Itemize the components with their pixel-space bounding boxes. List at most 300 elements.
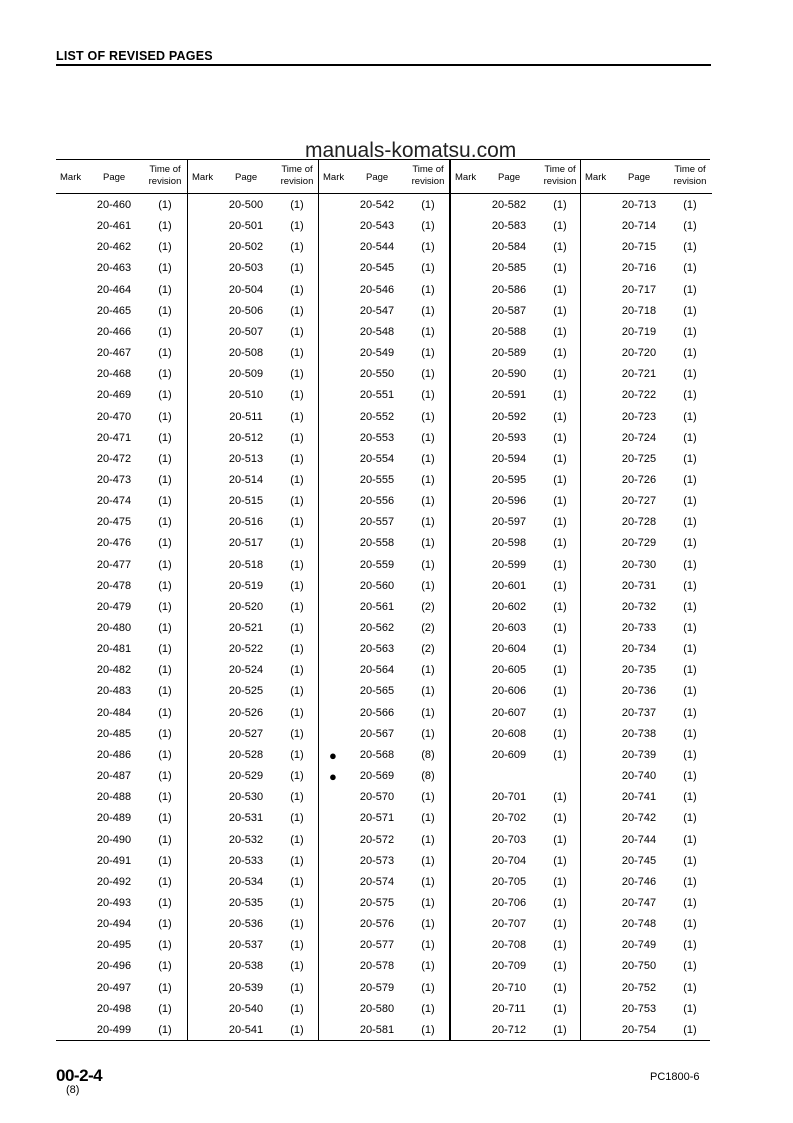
table-row (188, 344, 319, 365)
table-row (319, 873, 450, 894)
revision-cell: (1) (683, 600, 697, 613)
revision-cell: (1) (290, 431, 304, 444)
page-cell: 20-520 (228, 600, 264, 613)
table-header (581, 160, 712, 194)
table-row (581, 598, 712, 619)
table-row (319, 767, 450, 788)
table-row (581, 1021, 712, 1042)
table-row (319, 979, 450, 1000)
revision-cell: (1) (290, 473, 304, 486)
page-cell: 20-514 (228, 473, 264, 486)
page-cell: 20-535 (228, 896, 264, 909)
table-row (581, 556, 712, 577)
revision-cell: (1) (421, 262, 435, 275)
page-cell: 20-530 (228, 791, 264, 804)
table-row (581, 534, 712, 555)
page-cell: 20-567 (359, 727, 395, 740)
revision-cell: (1) (158, 347, 172, 360)
header-time-line2: revision (148, 176, 182, 187)
table-row (56, 408, 187, 429)
table-row (451, 450, 582, 471)
header-time-line1: Time of (412, 164, 444, 175)
table-row (188, 429, 319, 450)
revision-cell: (1) (683, 262, 697, 275)
column-group (580, 160, 712, 1040)
page-cell: 20-705 (491, 875, 527, 888)
page-cell: 20-555 (359, 473, 395, 486)
table-row (56, 619, 187, 640)
page-cell: 20-488 (96, 791, 132, 804)
page-cell: 20-726 (621, 473, 657, 486)
page-cell: 20-471 (96, 431, 132, 444)
page-cell: 20-546 (359, 283, 395, 296)
revision-cell: (8) (421, 748, 435, 761)
page-cell: 20-486 (96, 748, 132, 761)
header-time-line2: revision (411, 176, 445, 187)
page-cell: 20-710 (491, 981, 527, 994)
revision-cell: (1) (158, 283, 172, 296)
table-row (319, 534, 450, 555)
revision-cell: (1) (158, 854, 172, 867)
page-cell: 20-747 (621, 896, 657, 909)
revision-cell: (1) (158, 833, 172, 846)
header-page: Page (103, 172, 126, 183)
table-row (188, 704, 319, 725)
revision-cell: (1) (158, 558, 172, 571)
page-cell: 20-716 (621, 262, 657, 275)
table-row (451, 746, 582, 767)
revision-cell: (1) (683, 325, 697, 338)
page-cell: 20-588 (491, 325, 527, 338)
table-row (451, 957, 582, 978)
table-row (319, 915, 450, 936)
revision-cell: (1) (553, 473, 567, 486)
table-row (188, 450, 319, 471)
table-row (188, 259, 319, 280)
revision-cell: (1) (421, 283, 435, 296)
table-row (451, 682, 582, 703)
revision-cell: (1) (683, 791, 697, 804)
table-row (319, 1000, 450, 1021)
revision-cell: (1) (158, 516, 172, 529)
revision-cell: (1) (421, 537, 435, 550)
revision-cell: (1) (158, 643, 172, 656)
revision-cell: (1) (683, 875, 697, 888)
page-cell: 20-462 (96, 241, 132, 254)
page-cell: 20-494 (96, 918, 132, 931)
page-cell: 20-489 (96, 812, 132, 825)
table-row (188, 725, 319, 746)
model-name: PC1800-6 (650, 1071, 700, 1083)
revision-cell: (1) (290, 304, 304, 317)
revision-cell: (1) (290, 1023, 304, 1036)
page-cell: 20-533 (228, 854, 264, 867)
page-cell: 20-572 (359, 833, 395, 846)
page-cell: 20-481 (96, 643, 132, 656)
revision-cell: (1) (421, 854, 435, 867)
revision-cell: (1) (290, 727, 304, 740)
header-time-line1: Time of (544, 164, 576, 175)
revision-cell: (1) (158, 431, 172, 444)
table-row (581, 365, 712, 386)
page-cell: 20-739 (621, 748, 657, 761)
page-cell: 20-594 (491, 452, 527, 465)
table-row (188, 809, 319, 830)
revision-cell: (1) (290, 220, 304, 233)
revision-cell: (1) (421, 579, 435, 592)
page-cell: 20-748 (621, 918, 657, 931)
page-cell: 20-507 (228, 325, 264, 338)
revision-cell: (1) (683, 770, 697, 783)
table-row (56, 217, 187, 238)
table-row (188, 492, 319, 513)
page-cell: 20-537 (228, 939, 264, 952)
revision-cell: (1) (158, 960, 172, 973)
table-row (56, 788, 187, 809)
table-row (581, 704, 712, 725)
table-row (451, 429, 582, 450)
table-row (56, 450, 187, 471)
table-row (56, 661, 187, 682)
revision-cell: (8) (421, 770, 435, 783)
table-row (319, 894, 450, 915)
table-row (56, 259, 187, 280)
table-row (451, 831, 582, 852)
header-page: Page (628, 172, 651, 183)
page-cell: 20-504 (228, 283, 264, 296)
table-row (188, 915, 319, 936)
table-row (56, 640, 187, 661)
table-row (319, 577, 450, 598)
revision-cell: (1) (158, 410, 172, 423)
table-row (56, 936, 187, 957)
page-cell: 20-609 (491, 748, 527, 761)
revision-cell: (1) (421, 875, 435, 888)
revision-cell: (1) (553, 960, 567, 973)
page-cell: 20-496 (96, 960, 132, 973)
page-cell: 20-602 (491, 600, 527, 613)
page-number: 00-2-4 (56, 1066, 103, 1085)
page-cell: 20-483 (96, 685, 132, 698)
table-row (581, 915, 712, 936)
header-time-line2: revision (543, 176, 577, 187)
page-cell: 20-480 (96, 622, 132, 634)
revision-cell: (1) (421, 1002, 435, 1015)
page-cell: 20-606 (491, 685, 527, 698)
table-row (319, 831, 450, 852)
revision-cell: (1) (553, 495, 567, 508)
page-cell: 20-472 (96, 452, 132, 465)
page-cell: 20-727 (621, 495, 657, 508)
page-cell: 20-704 (491, 854, 527, 867)
revision-cell: (1) (683, 833, 697, 846)
page-cell: 20-754 (621, 1023, 657, 1036)
page-cell: 20-582 (491, 199, 527, 211)
table-row (581, 1000, 712, 1021)
page-cell: 20-584 (491, 241, 527, 254)
revision-cell: (1) (290, 537, 304, 550)
header-mark: Mark (60, 172, 82, 183)
revision-cell: (1) (421, 706, 435, 719)
table-row (319, 450, 450, 471)
table-row (56, 809, 187, 830)
revision-cell: (1) (553, 748, 567, 761)
table-row (188, 746, 319, 767)
table-row (188, 957, 319, 978)
table-row (581, 344, 712, 365)
page-cell: 20-539 (228, 981, 264, 994)
table-row (581, 746, 712, 767)
revision-cell: (2) (421, 643, 435, 656)
revision-cell: (1) (290, 706, 304, 719)
revision-cell: (1) (553, 431, 567, 444)
header-page: Page (366, 172, 389, 183)
table-row (319, 957, 450, 978)
header-mark: Mark (585, 172, 607, 183)
table-row (581, 238, 712, 259)
page-cell: 20-495 (96, 939, 132, 952)
revision-cell: (1) (683, 622, 697, 634)
revision-cell: (1) (553, 1002, 567, 1015)
table-row (319, 365, 450, 386)
page-cell: 20-508 (228, 347, 264, 360)
revision-cell: (1) (158, 600, 172, 613)
revision-cell: (1) (683, 283, 697, 296)
table-row (319, 344, 450, 365)
column-group (449, 160, 582, 1040)
page-cell: 20-725 (621, 452, 657, 465)
table-row (451, 894, 582, 915)
table-row (581, 281, 712, 302)
page-cell: 20-753 (621, 1002, 657, 1015)
table-row (451, 386, 582, 407)
page-cell: 20-466 (96, 325, 132, 338)
page-cell: 20-492 (96, 875, 132, 888)
revision-cell: (1) (290, 262, 304, 275)
table-row (581, 408, 712, 429)
page-cell: 20-573 (359, 854, 395, 867)
page-cell: 20-493 (96, 896, 132, 909)
page-cell: 20-497 (96, 981, 132, 994)
revision-cell: (1) (421, 431, 435, 444)
table-row (56, 513, 187, 534)
page-cell: 20-509 (228, 368, 264, 381)
table-row (451, 259, 582, 280)
table-row (451, 936, 582, 957)
table-row (56, 725, 187, 746)
header-page: Page (235, 172, 258, 183)
revision-cell: (1) (683, 537, 697, 550)
page-cell: 20-604 (491, 643, 527, 656)
table-row (581, 936, 712, 957)
page-cell: 20-587 (491, 304, 527, 317)
revision-cell: (1) (290, 389, 304, 402)
table-row (56, 1021, 187, 1042)
header-page: Page (498, 172, 521, 183)
table-row (319, 704, 450, 725)
table-row (319, 196, 450, 217)
page-cell: 20-752 (621, 981, 657, 994)
table-row (56, 767, 187, 788)
table-row (188, 1000, 319, 1021)
page-cell: 20-586 (491, 283, 527, 296)
page-cell: 20-499 (96, 1023, 132, 1036)
table-row (451, 471, 582, 492)
page-cell: 20-543 (359, 220, 395, 233)
table-header (451, 160, 582, 194)
page-cell: 20-474 (96, 495, 132, 508)
table-row (581, 471, 712, 492)
page-cell: 20-473 (96, 473, 132, 486)
revision-cell: (1) (683, 579, 697, 592)
page-cell: 20-476 (96, 537, 132, 550)
page-cell: 20-736 (621, 685, 657, 698)
page-cell: 20-570 (359, 791, 395, 804)
page-cell: 20-561 (359, 600, 395, 613)
revision-cell: (1) (553, 685, 567, 698)
table-row (451, 661, 582, 682)
page-cell: 20-562 (359, 622, 395, 634)
page-cell: 20-511 (229, 410, 263, 423)
revision-cell: (1) (421, 452, 435, 465)
revision-cell: (1) (683, 304, 697, 317)
table-row (56, 682, 187, 703)
table-row (451, 725, 582, 746)
page-cell: 20-579 (359, 981, 395, 994)
revision-cell: (1) (421, 685, 435, 698)
revision-cell: (1) (553, 199, 567, 211)
table-row (451, 1000, 582, 1021)
page-cell: 20-734 (621, 643, 657, 656)
revision-cell: (1) (553, 304, 567, 317)
revision-cell: (1) (158, 262, 172, 275)
page-cell: 20-517 (228, 537, 264, 550)
revision-cell: (1) (553, 706, 567, 719)
table-row (188, 513, 319, 534)
revision-mark: ● (329, 747, 337, 763)
table-header (188, 160, 319, 194)
revision-cell: (1) (158, 1023, 172, 1036)
column-group (187, 160, 319, 1040)
table-row (188, 577, 319, 598)
header-mark: Mark (455, 172, 477, 183)
revision-cell: (1) (421, 791, 435, 804)
page-cell: 20-531 (228, 812, 264, 825)
revision-cell: (1) (290, 748, 304, 761)
revision-cell: (2) (421, 600, 435, 613)
page-cell: 20-718 (621, 304, 657, 317)
page-cell: 20-723 (621, 410, 657, 423)
table-row (581, 640, 712, 661)
page-cell: 20-565 (359, 685, 395, 698)
revision-cell: (1) (290, 199, 304, 211)
table-row (188, 598, 319, 619)
table-row (451, 788, 582, 809)
table-row (319, 1021, 450, 1042)
page-cell: 20-708 (491, 939, 527, 952)
page-cell: 20-707 (491, 918, 527, 931)
revision-cell: (1) (553, 791, 567, 804)
page-cell: 20-740 (621, 770, 657, 783)
revision-cell: (1) (683, 685, 697, 698)
page-cell: 20-706 (491, 896, 527, 909)
page-cell: 20-559 (359, 558, 395, 571)
table-row (56, 429, 187, 450)
revision-cell: (1) (290, 981, 304, 994)
page-cell: 20-491 (96, 854, 132, 867)
table-row (319, 217, 450, 238)
page-cell: 20-715 (621, 241, 657, 254)
revision-cell: (1) (290, 939, 304, 952)
table-row (56, 323, 187, 344)
page-cell: 20-524 (228, 664, 264, 677)
table-row (581, 894, 712, 915)
table-row (581, 492, 712, 513)
page-cell: 20-463 (96, 262, 132, 275)
revision-cell: (1) (683, 939, 697, 952)
revision-cell: (1) (683, 812, 697, 825)
revision-cell: (1) (421, 727, 435, 740)
table-row (581, 259, 712, 280)
page-cell: 20-519 (228, 579, 264, 592)
page-cell: 20-703 (491, 833, 527, 846)
revision-cell: (1) (553, 981, 567, 994)
revision-cell: (1) (553, 622, 567, 634)
page-cell: 20-487 (96, 770, 132, 783)
revision-cell: (1) (683, 495, 697, 508)
page-cell: 20-510 (228, 389, 264, 402)
page-cell: 20-485 (96, 727, 132, 740)
revision-cell: (1) (421, 304, 435, 317)
table-row (319, 619, 450, 640)
revision-cell: (1) (158, 727, 172, 740)
table-row (451, 640, 582, 661)
table-row (56, 831, 187, 852)
page-cell: 20-592 (491, 410, 527, 423)
page-cell: 20-714 (621, 220, 657, 233)
page-cell: 20-556 (359, 495, 395, 508)
page-cell: 20-502 (228, 241, 264, 254)
table-row (188, 238, 319, 259)
revision-cell: (1) (421, 389, 435, 402)
table-row (319, 936, 450, 957)
page-cell: 20-516 (228, 516, 264, 529)
page-cell: 20-711 (492, 1002, 526, 1015)
revision-cell: (1) (421, 558, 435, 571)
revision-cell: (1) (290, 622, 304, 634)
revision-cell: (1) (553, 389, 567, 402)
revision-cell: (1) (158, 304, 172, 317)
table-row (581, 809, 712, 830)
revision-cell: (1) (421, 347, 435, 360)
page-cell: 20-534 (228, 875, 264, 888)
page-cell: 20-577 (359, 939, 395, 952)
revision-cell: (1) (158, 579, 172, 592)
table-row (451, 323, 582, 344)
revision-cell: (1) (158, 199, 172, 211)
table-row (319, 598, 450, 619)
table-row (451, 852, 582, 873)
revision-cell: (1) (290, 516, 304, 529)
revision-cell: (1) (158, 939, 172, 952)
revision-cell: (1) (683, 452, 697, 465)
table-row (451, 302, 582, 323)
page-cell: 20-500 (228, 199, 264, 211)
revision-cell: (1) (421, 495, 435, 508)
table-row (188, 852, 319, 873)
revision-cell: (1) (158, 473, 172, 486)
revision-cell: (1) (158, 537, 172, 550)
